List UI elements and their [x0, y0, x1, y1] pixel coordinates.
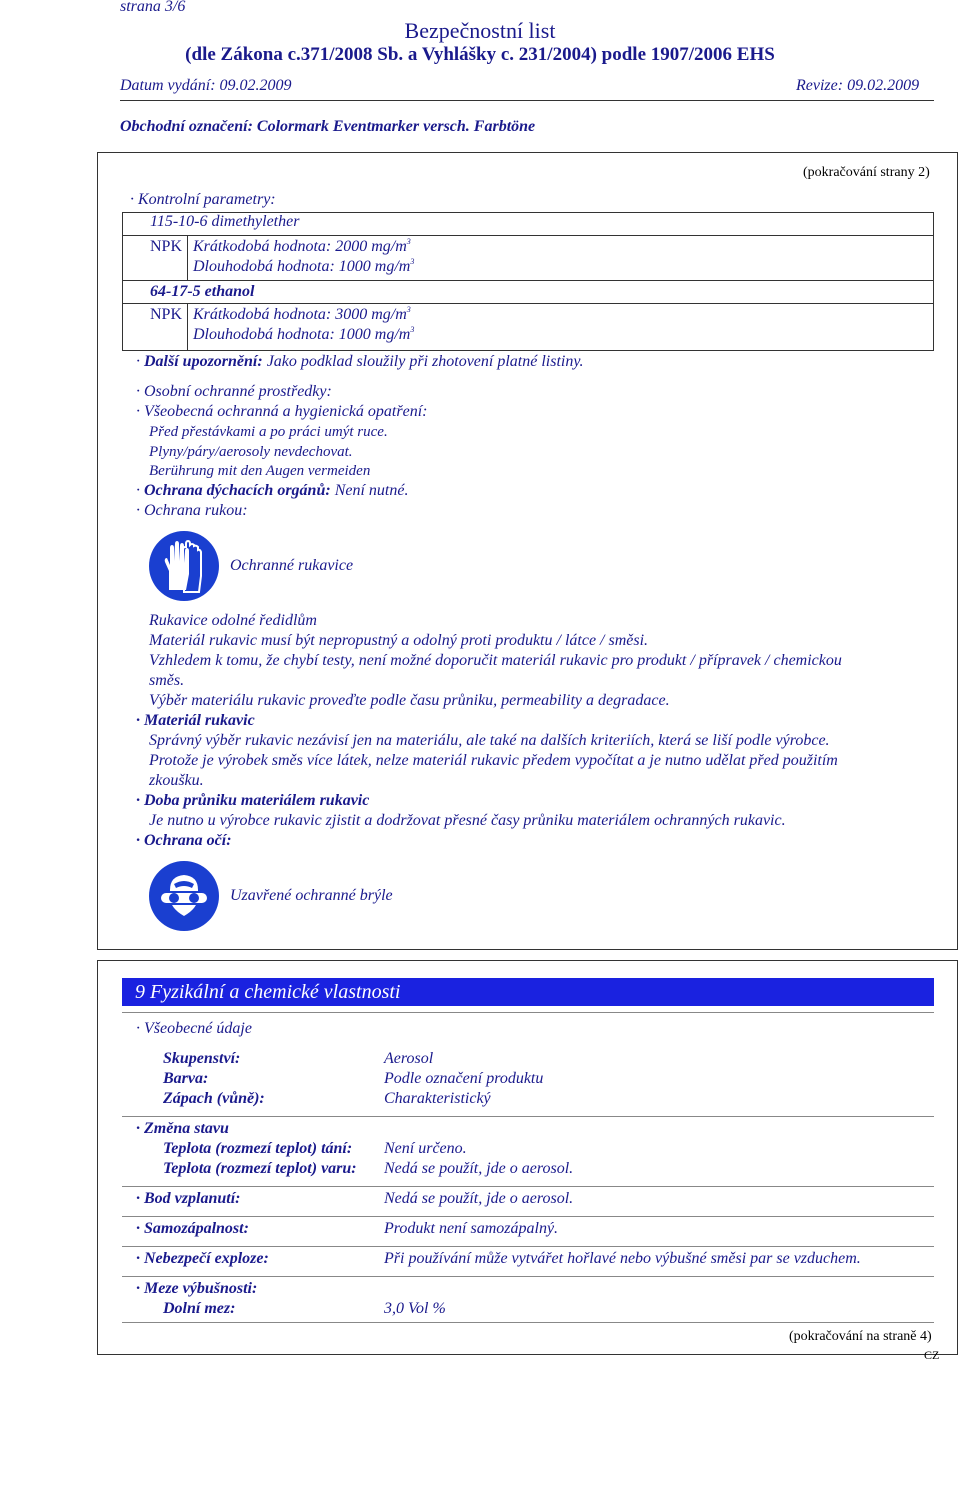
breakthrough-label: · Doba průniku materiálem rukavic: [136, 792, 370, 809]
explosion-hazard-label: · Nebezpečí exploze:: [136, 1250, 269, 1267]
substance-1-long: Dlouhodobá hodnota: 1000 $mg/m^3$: [193, 257, 415, 275]
melting-label: Teplota (rozmezí teplot) tání:: [163, 1140, 353, 1157]
glove-line-5: Výběr materiálu rukavic proveďte podle času průniku, permeability a degradace.: [149, 692, 670, 709]
further-info: · Další upozornění: Jako podklad sloužily při zhotovení platné listiny.: [136, 353, 584, 370]
hand-protection-label: · Ochrana rukou:: [136, 502, 248, 519]
respiratory-protection: · Ochrana dýchacích orgánů: Není nutné.: [136, 482, 409, 499]
page-number: strana 3/6: [120, 0, 186, 15]
substance-2-long: Dlouhodobá hodnota: 1000 $mg/m^3$: [193, 325, 415, 343]
self-ignition-value: Produkt není samozápalný.: [384, 1220, 559, 1237]
eye-protection-label: · Ochrana očí:: [136, 832, 232, 849]
material-label: · Materiál rukavic: [136, 712, 255, 729]
continuation-next: (pokračování na straně 4): [789, 1329, 932, 1344]
melting-value: Není určeno.: [384, 1140, 467, 1157]
gloves-icon: [148, 530, 220, 602]
hygiene-line-3: Berührung mit den Augen vermeiden: [149, 463, 371, 479]
header-divider: [120, 100, 934, 101]
boiling-value: Nedá se použít, jde o aerosol.: [384, 1160, 574, 1177]
lower-limit-label: Dolní mez:: [163, 1300, 236, 1317]
substance-2-type: NPK: [150, 306, 183, 323]
material-line-1: Správný výběr rukavic nezávisí jen na materiálu, ale také na dalších kriteriích, která se liší podle výrobce.: [149, 732, 830, 749]
boiling-label: Teplota (rozmezí teplot) varu:: [163, 1160, 357, 1177]
state-label: Skupenství:: [163, 1050, 241, 1067]
color-value: Podle označení produktu: [384, 1070, 544, 1087]
substance-1-type: NPK: [150, 238, 183, 255]
hygiene-line-1: Před přestávkami a po práci umýt ruce.: [149, 424, 388, 440]
substance-2-name: 64-17-5 ethanol: [150, 283, 255, 300]
language-code: CZ: [924, 1348, 940, 1362]
substance-1-name: 115-10-6 dimethylether: [150, 213, 300, 230]
odour-value: Charakteristický: [384, 1090, 491, 1107]
flash-point-label: · Bod vzplanutí:: [136, 1190, 241, 1207]
substance-1-short: Krátkodobá hodnota: 2000 $mg/m^3$: [193, 237, 411, 255]
color-label: Barva:: [163, 1070, 209, 1087]
general-info-label: · Všeobecné údaje: [136, 1020, 252, 1037]
self-ignition-label: · Samozápalnost:: [136, 1220, 249, 1237]
trade-name: Obchodní označení: Colormark Eventmarker versch. Farbtöne: [120, 118, 536, 135]
control-params-label: · Kontrolní parametry:: [130, 191, 276, 208]
explosion-limits-label: · Meze výbušnosti:: [136, 1280, 258, 1297]
goggles-caption: Uzavřené ochranné brýle: [230, 887, 393, 904]
revision-date: Revize: 09.02.2009: [796, 77, 920, 94]
section-9-title: 9 Fyzikální a chemické vlastnosti: [122, 978, 934, 1006]
hygiene-line-2: Plyny/páry/aerosoly nevdechovat.: [149, 444, 353, 460]
glove-line-1: Rukavice odolné ředidlům: [149, 612, 317, 629]
breakthrough-text: Je nutno u výrobce rukavic zjistit a dodržovat přesné časy průniku materiálem ochranných rukavic.: [149, 812, 786, 829]
document-title: Bezpečnostní list: [404, 18, 556, 43]
hygiene-label: · Všeobecná ochranná a hygienická opatření:: [136, 403, 428, 420]
gloves-caption: Ochranné rukavice: [230, 557, 354, 574]
state-value: Aerosol: [384, 1050, 434, 1067]
material-line-3: zkoušku.: [149, 772, 204, 789]
issue-date: Datum vydání: 09.02.2009: [120, 77, 292, 94]
change-of-state-label: · Změna stavu: [136, 1120, 229, 1137]
document-subtitle: (dle Zákona c.371/2008 Sb. a Vyhlášky c. 231/2004) podle 1907/2006 EHS: [185, 44, 775, 65]
material-line-2: Protože je výrobek směs více látek, nelze materiál rukavic předem vypočítat a je nutno udělat před použitím: [149, 752, 838, 769]
explosion-hazard-value: Při používání může vytvářet hořlavé nebo výbušné směsi par se vzduchem.: [384, 1250, 861, 1267]
glove-line-3: Vzhledem k tomu, že chybí testy, není možné doporučit materiál rukavic pro produkt / přípravek / chemickou: [149, 652, 842, 669]
goggles-icon: [148, 860, 220, 932]
lower-limit-value: 3,0 Vol %: [384, 1300, 446, 1317]
glove-line-4: směs.: [149, 672, 185, 689]
glove-line-2: Materiál rukavic musí být nepropustný a odolný proti produktu / látce / směsi.: [149, 632, 649, 649]
flash-point-value: Nedá se použít, jde o aerosol.: [384, 1190, 574, 1207]
odour-label: Zápach (vůně):: [163, 1090, 265, 1107]
continuation-note: (pokračování strany 2): [803, 165, 930, 180]
substance-2-short: Krátkodobá hodnota: 3000 $mg/m^3$: [193, 305, 411, 323]
ppe-label: · Osobní ochranné prostředky:: [136, 383, 332, 400]
